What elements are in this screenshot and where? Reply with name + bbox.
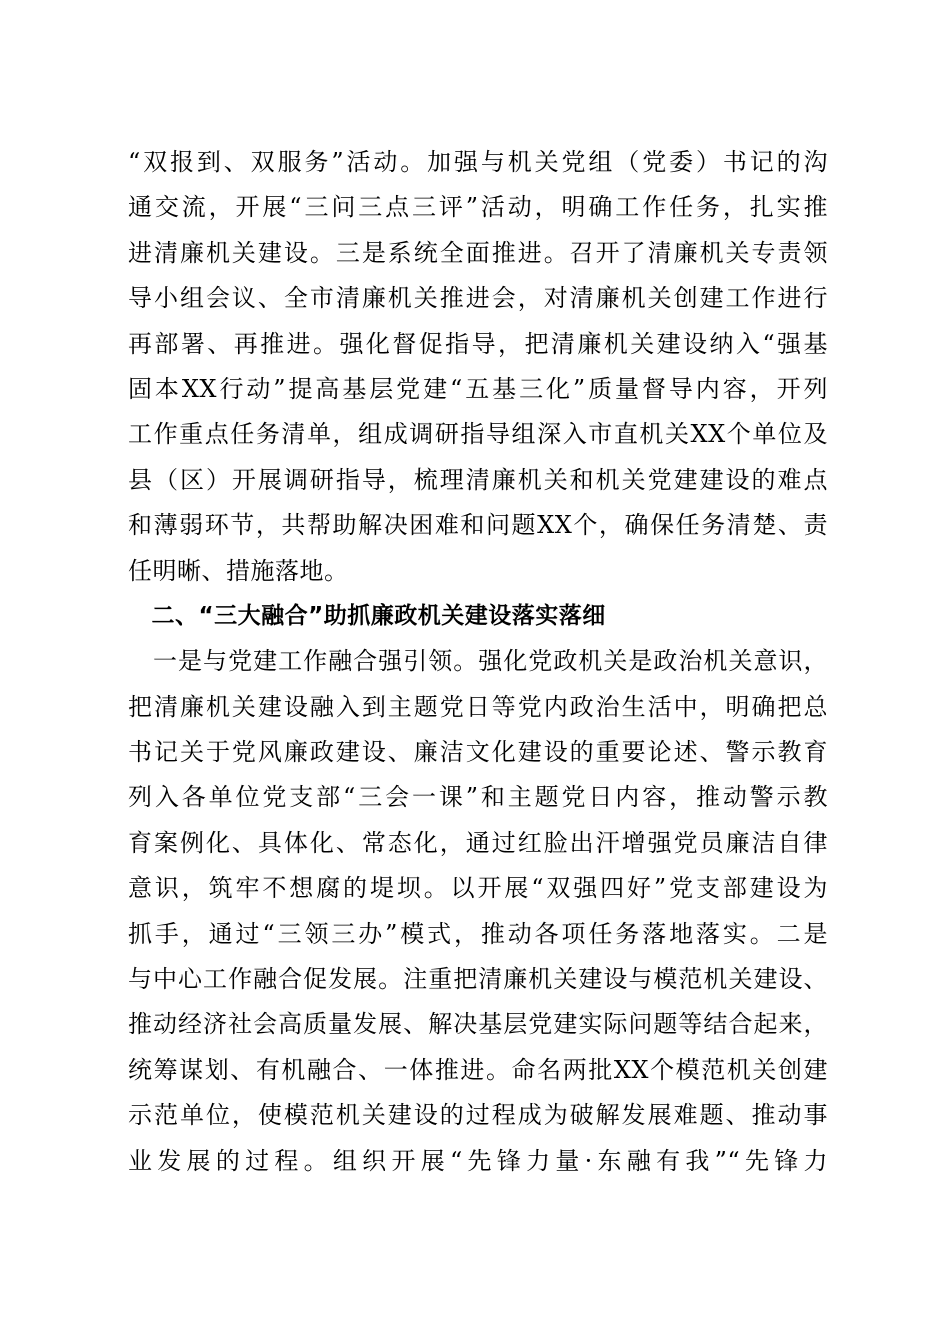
paragraph-line: 一是与党建工作融合强引领。强化党政机关是政治机关意识， (128, 647, 828, 676)
paragraph-line: 与中心工作融合促发展。注重把清廉机关建设与模范机关建设、 (128, 965, 828, 994)
paragraph-line: 把清廉机关建设融入到主题党日等党内政治生活中，明确把总 (128, 692, 828, 721)
paragraph-line: 育案例化、具体化、常态化，通过红脸出汗增强党员廉洁自律 (128, 828, 828, 857)
paragraph-line: 再部署、再推进。强化督促指导，把清廉机关建设纳入“强基 (128, 329, 828, 358)
paragraph-line: “双报到、双服务”活动。加强与机关党组（党委）书记的沟 (128, 148, 828, 176)
paragraph-1 (128, 140, 828, 594)
section-heading: 二、“三大融合”助抓廉政机关建设落实落细 (128, 602, 606, 629)
paragraph-line: 书记关于党风廉政建设、廉洁文化建设的重要论述、警示教育 (128, 738, 828, 767)
paragraph-line: 示范单位，使模范机关建设的过程成为破解发展难题、推动事 (128, 1101, 828, 1130)
paragraph-2 (128, 639, 828, 1184)
paragraph-line: 和薄弱环节，共帮助解决困难和问题XX个，确保任务清楚、责 (128, 511, 828, 540)
document-body (128, 140, 828, 1184)
paragraph-line: 固本XX行动”提高基层党建“五基三化”质量督导内容，开列 (128, 374, 828, 403)
paragraph-line: 统筹谋划、有机融合、一体推进。命名两批XX个模范机关创建 (128, 1055, 828, 1084)
paragraph-line: 县（区）开展调研指导，梳理清廉机关和机关党建建设的难点 (128, 465, 828, 494)
paragraph-line: 通交流，开展“三问三点三评”活动，明确工作任务，扎实推 (128, 193, 828, 222)
paragraph-line: 意识，筑牢不想腐的堤坝。以开展“双强四好”党支部建设为 (128, 874, 828, 903)
paragraph-line: 业发展的过程。组织开展“先锋力量·东融有我”“先锋力 (128, 1146, 828, 1175)
paragraph-line: 任明晰、措施落地。 (128, 556, 349, 585)
paragraph-line: 推动经济社会高质量发展、解决基层党建实际问题等结合起来， (128, 1010, 828, 1039)
paragraph-line: 进清廉机关建设。三是系统全面推进。召开了清廉机关专责领 (128, 238, 828, 267)
paragraph-line: 导小组会议、全市清廉机关推进会，对清廉机关创建工作进行 (128, 284, 828, 313)
paragraph-line: 工作重点任务清单，组成调研指导组深入市直机关XX个单位及 (128, 420, 828, 449)
paragraph-line: 列入各单位党支部“三会一课”和主题党日内容，推动警示教 (128, 783, 828, 812)
paragraph-line: 抓手，通过“三领三办”模式，推动各项任务落地落实。二是 (128, 919, 828, 948)
